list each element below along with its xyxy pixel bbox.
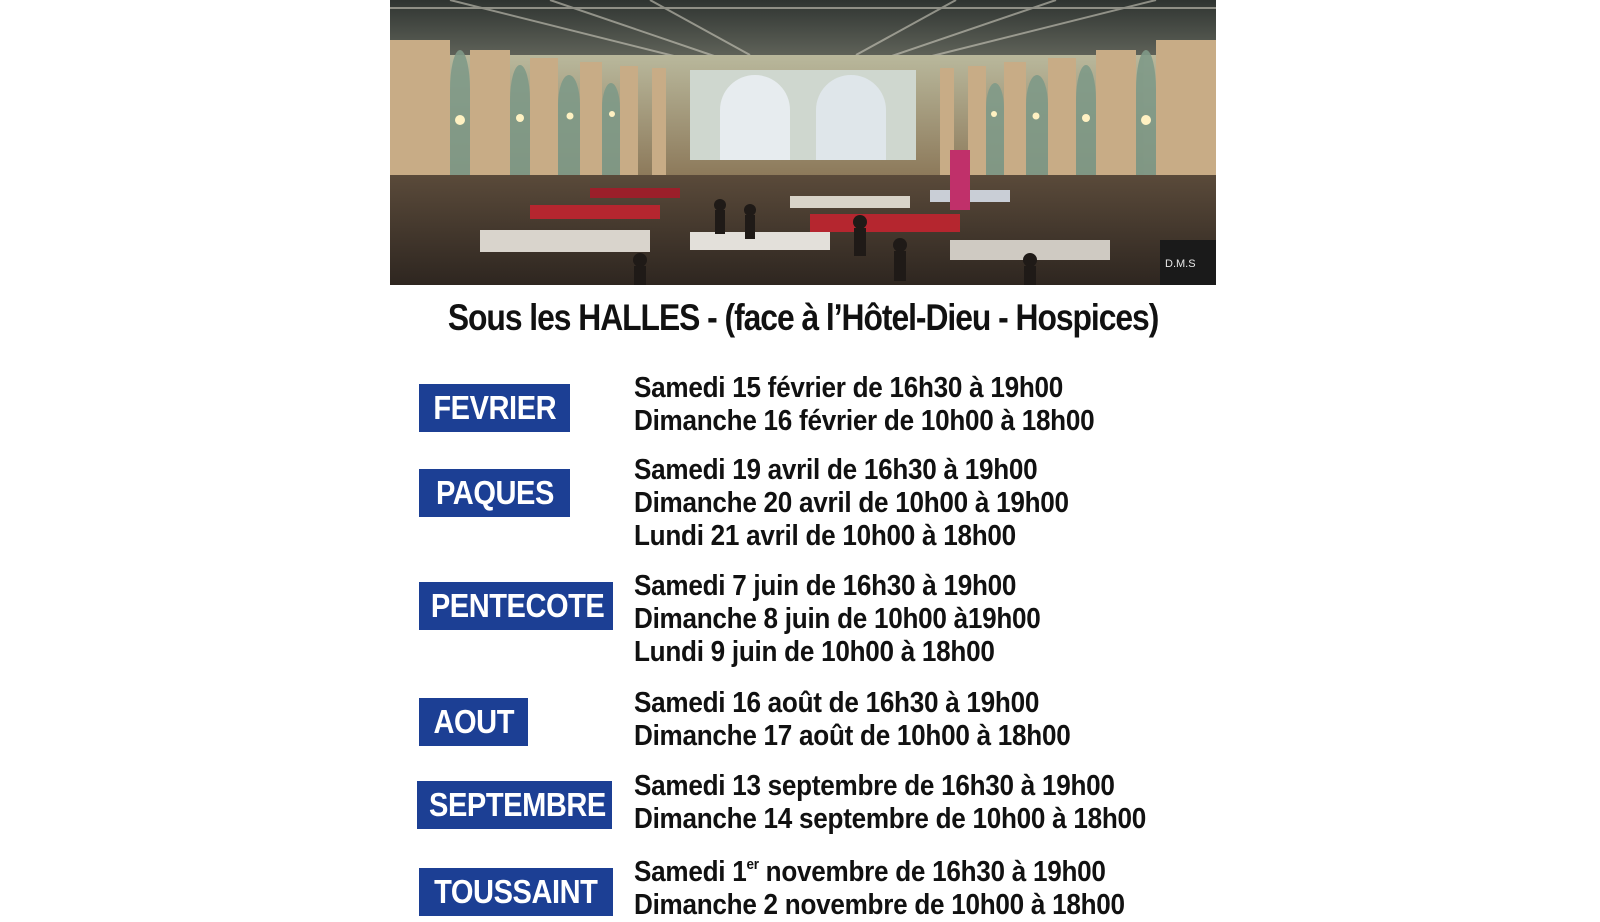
event-date-line: Dimanche 8 juin de 10h00 à19h00: [634, 603, 1041, 635]
event-date-line: Samedi 13 septembre de 16h30 à 19h00: [634, 770, 1115, 802]
event-label: AOUT: [433, 703, 514, 740]
market-hall-photo: [390, 0, 1216, 285]
event-label-badge: [419, 469, 570, 517]
event-date-line: Dimanche 2 novembre de 10h00 à 18h00: [634, 889, 1125, 921]
event-label-badge: [419, 384, 570, 432]
event-label-badge: [417, 781, 612, 829]
event-date-line: Samedi 16 août de 16h30 à 19h00: [634, 687, 1040, 719]
event-date-line: Lundi 9 juin de 10h00 à 18h00: [634, 636, 995, 668]
event-dates: [634, 372, 1146, 438]
event-dates: [634, 687, 1119, 753]
event-date-line: Dimanche 16 février de 10h00 à 18h00: [634, 405, 1095, 437]
event-label-badge: [419, 868, 613, 916]
event-label-badge: [419, 698, 528, 746]
date-text-end: novembre de 16h30 à 19h00: [758, 856, 1106, 888]
event-label: SEPTEMBRE: [429, 786, 606, 823]
event-label: PAQUES: [435, 474, 554, 511]
event-date-line: Samedi 19 avril de 16h30 à 19h00: [634, 454, 1038, 486]
event-label: PENTECOTE: [430, 587, 605, 624]
event-date-line: Lundi 21 avril de 10h00 à 18h00: [634, 520, 1016, 552]
event-label-badge: [419, 582, 613, 630]
event-label: FEVRIER: [433, 389, 556, 426]
event-dates: [634, 570, 1086, 669]
event-date-line: Samedi 7 juin de 16h30 à 19h00: [634, 570, 1017, 602]
ordinal-superscript: er: [746, 856, 759, 873]
event-dates: [634, 770, 1203, 836]
market-hall-illustration: [390, 0, 1216, 285]
event-date-line: [634, 856, 1125, 889]
stall-sign-text: D.M.S: [1165, 258, 1196, 270]
location-title: Sous les HALLES - (face à l’Hôtel-Dieu - Hospices): [447, 297, 1159, 338]
event-date-line: Dimanche 20 avril de 10h00 à 19h00: [634, 487, 1069, 519]
event-date-line: Samedi 15 février de 16h30 à 19h00: [634, 372, 1063, 404]
event-dates: [634, 454, 1117, 553]
date-text-start: Samedi 1: [634, 856, 747, 888]
event-label: TOUSSAINT: [434, 873, 598, 910]
event-date-line: Dimanche 17 août de 10h00 à 18h00: [634, 720, 1071, 752]
event-date-line: Dimanche 14 septembre de 10h00 à 18h00: [634, 803, 1147, 835]
event-dates: [634, 856, 1179, 922]
